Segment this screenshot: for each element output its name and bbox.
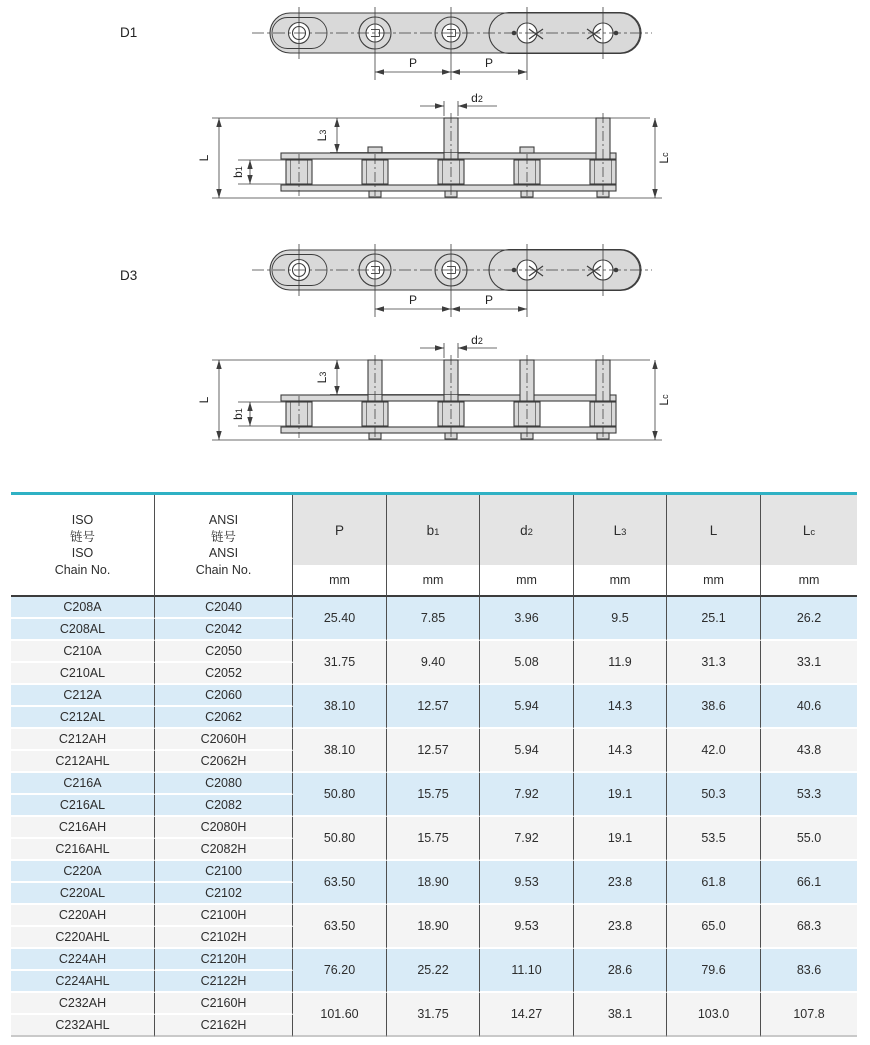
dim-label-base: L [657,398,671,406]
table-row [11,729,857,751]
table-row [11,685,857,707]
dimension-arrow [375,306,384,311]
dim-header-cell [387,495,480,565]
link-plate-bottom [281,185,616,191]
ansi-header-line: ANSI [208,513,239,527]
chain-diagrams [0,0,870,478]
dim-symbol: L [709,522,718,538]
table-row [11,597,857,619]
value-cell: 9.5 [574,597,667,641]
iso-chain-no-cell: C212A [11,685,155,707]
d3-side-view [197,333,671,440]
dim-symbol: b [426,522,435,538]
dimension-arrow [435,345,444,350]
ansi-chain-no-cell: C2062H [155,751,293,773]
value-cell: 12.57 [387,685,480,729]
dimension-arrow [247,402,252,411]
ansi-chain-no-cell: C2082H [155,839,293,861]
value-cell: 15.75 [387,773,480,817]
ansi-chain-no-cell: C2100 [155,861,293,883]
dim-label-sub: 3 [318,371,328,377]
dim-label-sub: c [660,152,670,157]
value-cell: 33.1 [761,641,857,685]
value-cell: 65.0 [667,905,761,949]
dim-symbol-subscript: 2 [527,526,533,538]
value-cell: 55.0 [761,817,857,861]
value-cell: 23.8 [574,905,667,949]
diagram-label-d1: D1 [120,25,138,40]
value-cell: 43.8 [761,729,857,773]
value-cell: 103.0 [667,993,761,1037]
iso-chain-no-cell: C216AL [11,795,155,817]
ansi-chain-no-cell: C2052 [155,663,293,685]
dim-label-l3 [315,130,329,142]
dimension-arrow [435,103,444,108]
dim-symbol: L [613,522,622,538]
dim-label-base: L [657,156,671,164]
iso-header-line: ISO [71,513,94,527]
table-row [11,861,857,883]
dimension-arrow [652,189,657,198]
value-cell: 101.60 [293,993,387,1037]
spec-table-body [11,597,857,1037]
dimension-arrow [334,144,339,153]
ansi-chain-no-cell: C2102 [155,883,293,905]
iso-header-cell [11,495,155,597]
value-cell: 9.53 [480,905,574,949]
ansi-chain-no-cell: C2060 [155,685,293,707]
dim-label-d2 [471,333,483,347]
ansi-chain-no-cell: C2120H [155,949,293,971]
dimension-arrow [652,431,657,440]
ansi-header-line: 链号 [210,529,236,544]
iso-chain-no-cell: C212AHL [11,751,155,773]
dim-symbol-subscript: 1 [434,526,440,538]
dimension-arrow [451,69,460,74]
iso-chain-no-cell: C208AL [11,619,155,641]
dim-header-cell [761,495,857,565]
ansi-chain-no-cell: C2060H [155,729,293,751]
value-cell: 107.8 [761,993,857,1037]
iso-chain-no-cell: C210A [11,641,155,663]
iso-header-line: Chain No. [54,562,111,577]
iso-chain-no-cell: C220AHL [11,927,155,949]
table-row [11,817,857,839]
dimension-arrow [216,360,221,369]
dim-label-sub: 2 [477,336,483,346]
dim-header-cell [574,495,667,565]
unit-cell: mm [574,565,667,597]
value-cell: 83.6 [761,949,857,993]
value-cell: 11.10 [480,949,574,993]
dim-symbol: d [520,522,528,538]
ansi-chain-no-cell: C2080 [155,773,293,795]
dimension-arrow [334,118,339,127]
link-plate-bottom [281,427,616,433]
dimension-arrow [518,306,527,311]
dim-label-l: L [197,154,211,162]
unit-cell: mm [293,565,387,597]
value-cell: 18.90 [387,905,480,949]
iso-chain-no-cell: C224AH [11,949,155,971]
dimension-arrow [451,306,460,311]
ansi-chain-no-cell: C2040 [155,597,293,619]
value-cell: 63.50 [293,861,387,905]
dimension-arrow [216,189,221,198]
dim-label-p: P [484,56,494,70]
value-cell: 9.53 [480,861,574,905]
dimension-arrow [334,386,339,395]
dim-symbol-subscript: 3 [621,526,627,538]
value-cell: 12.57 [387,729,480,773]
value-cell: 5.94 [480,685,574,729]
value-cell: 7.92 [480,817,574,861]
iso-header-line: 链号 [69,529,95,544]
iso-chain-no-cell: C208A [11,597,155,619]
iso-chain-no-cell: C232AH [11,993,155,1015]
value-cell: 28.6 [574,949,667,993]
value-cell: 79.6 [667,949,761,993]
iso-chain-no-cell: C224AHL [11,971,155,993]
dimension-arrow [247,175,252,184]
dim-label-sub: 1 [234,166,244,172]
iso-chain-no-cell: C216AHL [11,839,155,861]
value-cell: 50.3 [667,773,761,817]
unit-cell: mm [387,565,480,597]
dim-label-base: b [231,171,245,178]
ansi-chain-no-cell: C2050 [155,641,293,663]
ansi-chain-no-cell: C2160H [155,993,293,1015]
dimension-arrow [247,160,252,169]
value-cell: 5.94 [480,729,574,773]
dim-label-l: L [197,396,211,404]
value-cell: 25.22 [387,949,480,993]
iso-header-line: ISO [71,546,94,560]
value-cell: 19.1 [574,817,667,861]
value-cell: 40.6 [761,685,857,729]
dim-label-base: L [315,376,329,384]
value-cell: 50.80 [293,773,387,817]
value-cell: 31.75 [387,993,480,1037]
dimension-arrow [375,69,384,74]
dim-symbol: L [802,522,811,538]
ansi-chain-no-cell: C2100H [155,905,293,927]
value-cell: 63.50 [293,905,387,949]
value-cell: 14.3 [574,729,667,773]
dim-label-sub: 1 [234,408,244,414]
dim-label-lc [657,394,671,406]
pin-head [520,147,534,153]
value-cell: 23.8 [574,861,667,905]
dimension-arrow [442,306,451,311]
table-row [11,905,857,927]
value-cell: 26.2 [761,597,857,641]
value-cell: 42.0 [667,729,761,773]
spec-table-head [11,495,857,597]
header-row [11,495,857,565]
dim-label-sub: 3 [318,129,328,135]
value-cell: 7.85 [387,597,480,641]
value-cell: 61.8 [667,861,761,905]
dim-symbol-subscript: c [810,526,816,538]
ansi-header-line: Chain No. [195,562,252,577]
dim-label-base: d [471,91,478,105]
value-cell: 76.20 [293,949,387,993]
value-cell: 31.75 [293,641,387,685]
iso-chain-no-cell: C220AH [11,905,155,927]
value-cell: 50.80 [293,817,387,861]
d1-side-view [197,91,671,198]
iso-chain-no-cell: C216AH [11,817,155,839]
ansi-header-cell [155,495,293,597]
value-cell: 25.40 [293,597,387,641]
iso-chain-no-cell: C220AL [11,883,155,905]
spec-table [11,492,857,1037]
d3-plan-view [252,244,652,317]
dimension-arrow [334,360,339,369]
dim-header-cell [480,495,574,565]
dim-label-base: L [315,134,329,142]
value-cell: 11.9 [574,641,667,685]
value-cell: 15.75 [387,817,480,861]
table-row [11,773,857,795]
table-row [11,641,857,663]
table-row [11,993,857,1015]
value-cell: 14.3 [574,685,667,729]
iso-chain-no-cell: C216A [11,773,155,795]
ansi-chain-no-cell: C2080H [155,817,293,839]
dim-label-base: b [231,413,245,420]
dim-label-b1 [231,166,245,178]
ansi-chain-no-cell: C2042 [155,619,293,641]
value-cell: 9.40 [387,641,480,685]
dimension-arrow [652,118,657,127]
dim-header-cell [667,495,761,565]
dim-label-base: d [471,333,478,347]
dim-header-cell [293,495,387,565]
d1-plan-view [252,7,652,80]
dim-label-sub: 2 [477,94,483,104]
value-cell: 38.6 [667,685,761,729]
ansi-chain-no-cell: C2082 [155,795,293,817]
value-cell: 14.27 [480,993,574,1037]
value-cell: 19.1 [574,773,667,817]
value-cell: 38.10 [293,685,387,729]
ansi-chain-no-cell: C2122H [155,971,293,993]
dimension-arrow [247,417,252,426]
dimension-arrow [518,69,527,74]
iso-chain-no-cell: C232AHL [11,1015,155,1037]
ansi-chain-no-cell: C2162H [155,1015,293,1037]
dim-label-p: P [484,293,494,307]
ansi-chain-no-cell: C2062 [155,707,293,729]
diagram-label-d3: D3 [120,268,138,283]
dimension-arrow [216,118,221,127]
dimension-arrow [652,360,657,369]
unit-cell: mm [667,565,761,597]
unit-cell: mm [480,565,574,597]
value-cell: 31.3 [667,641,761,685]
ansi-chain-no-cell: C2102H [155,927,293,949]
dim-label-p: P [408,56,418,70]
value-cell: 66.1 [761,861,857,905]
value-cell: 3.96 [480,597,574,641]
dim-label-d2 [471,91,483,105]
value-cell: 68.3 [761,905,857,949]
dimension-arrow [458,103,467,108]
value-cell: 38.1 [574,993,667,1037]
dim-symbol: P [334,522,344,538]
value-cell: 5.08 [480,641,574,685]
d1 [120,7,671,198]
d3 [120,244,671,440]
iso-chain-no-cell: C210AL [11,663,155,685]
value-cell: 38.10 [293,729,387,773]
dimension-arrow [442,69,451,74]
dimension-arrow [458,345,467,350]
iso-chain-no-cell: C212AL [11,707,155,729]
value-cell: 53.3 [761,773,857,817]
value-cell: 25.1 [667,597,761,641]
dimension-arrow [216,431,221,440]
unit-cell: mm [761,565,857,597]
dim-label-b1 [231,408,245,420]
table-row [11,949,857,971]
iso-chain-no-cell: C220A [11,861,155,883]
value-cell: 18.90 [387,861,480,905]
dim-label-lc [657,152,671,164]
dim-label-l3 [315,372,329,384]
iso-chain-no-cell: C212AH [11,729,155,751]
value-cell: 7.92 [480,773,574,817]
value-cell: 53.5 [667,817,761,861]
dim-label-p: P [408,293,418,307]
dim-label-sub: c [660,394,670,399]
ansi-header-line: ANSI [208,546,239,560]
